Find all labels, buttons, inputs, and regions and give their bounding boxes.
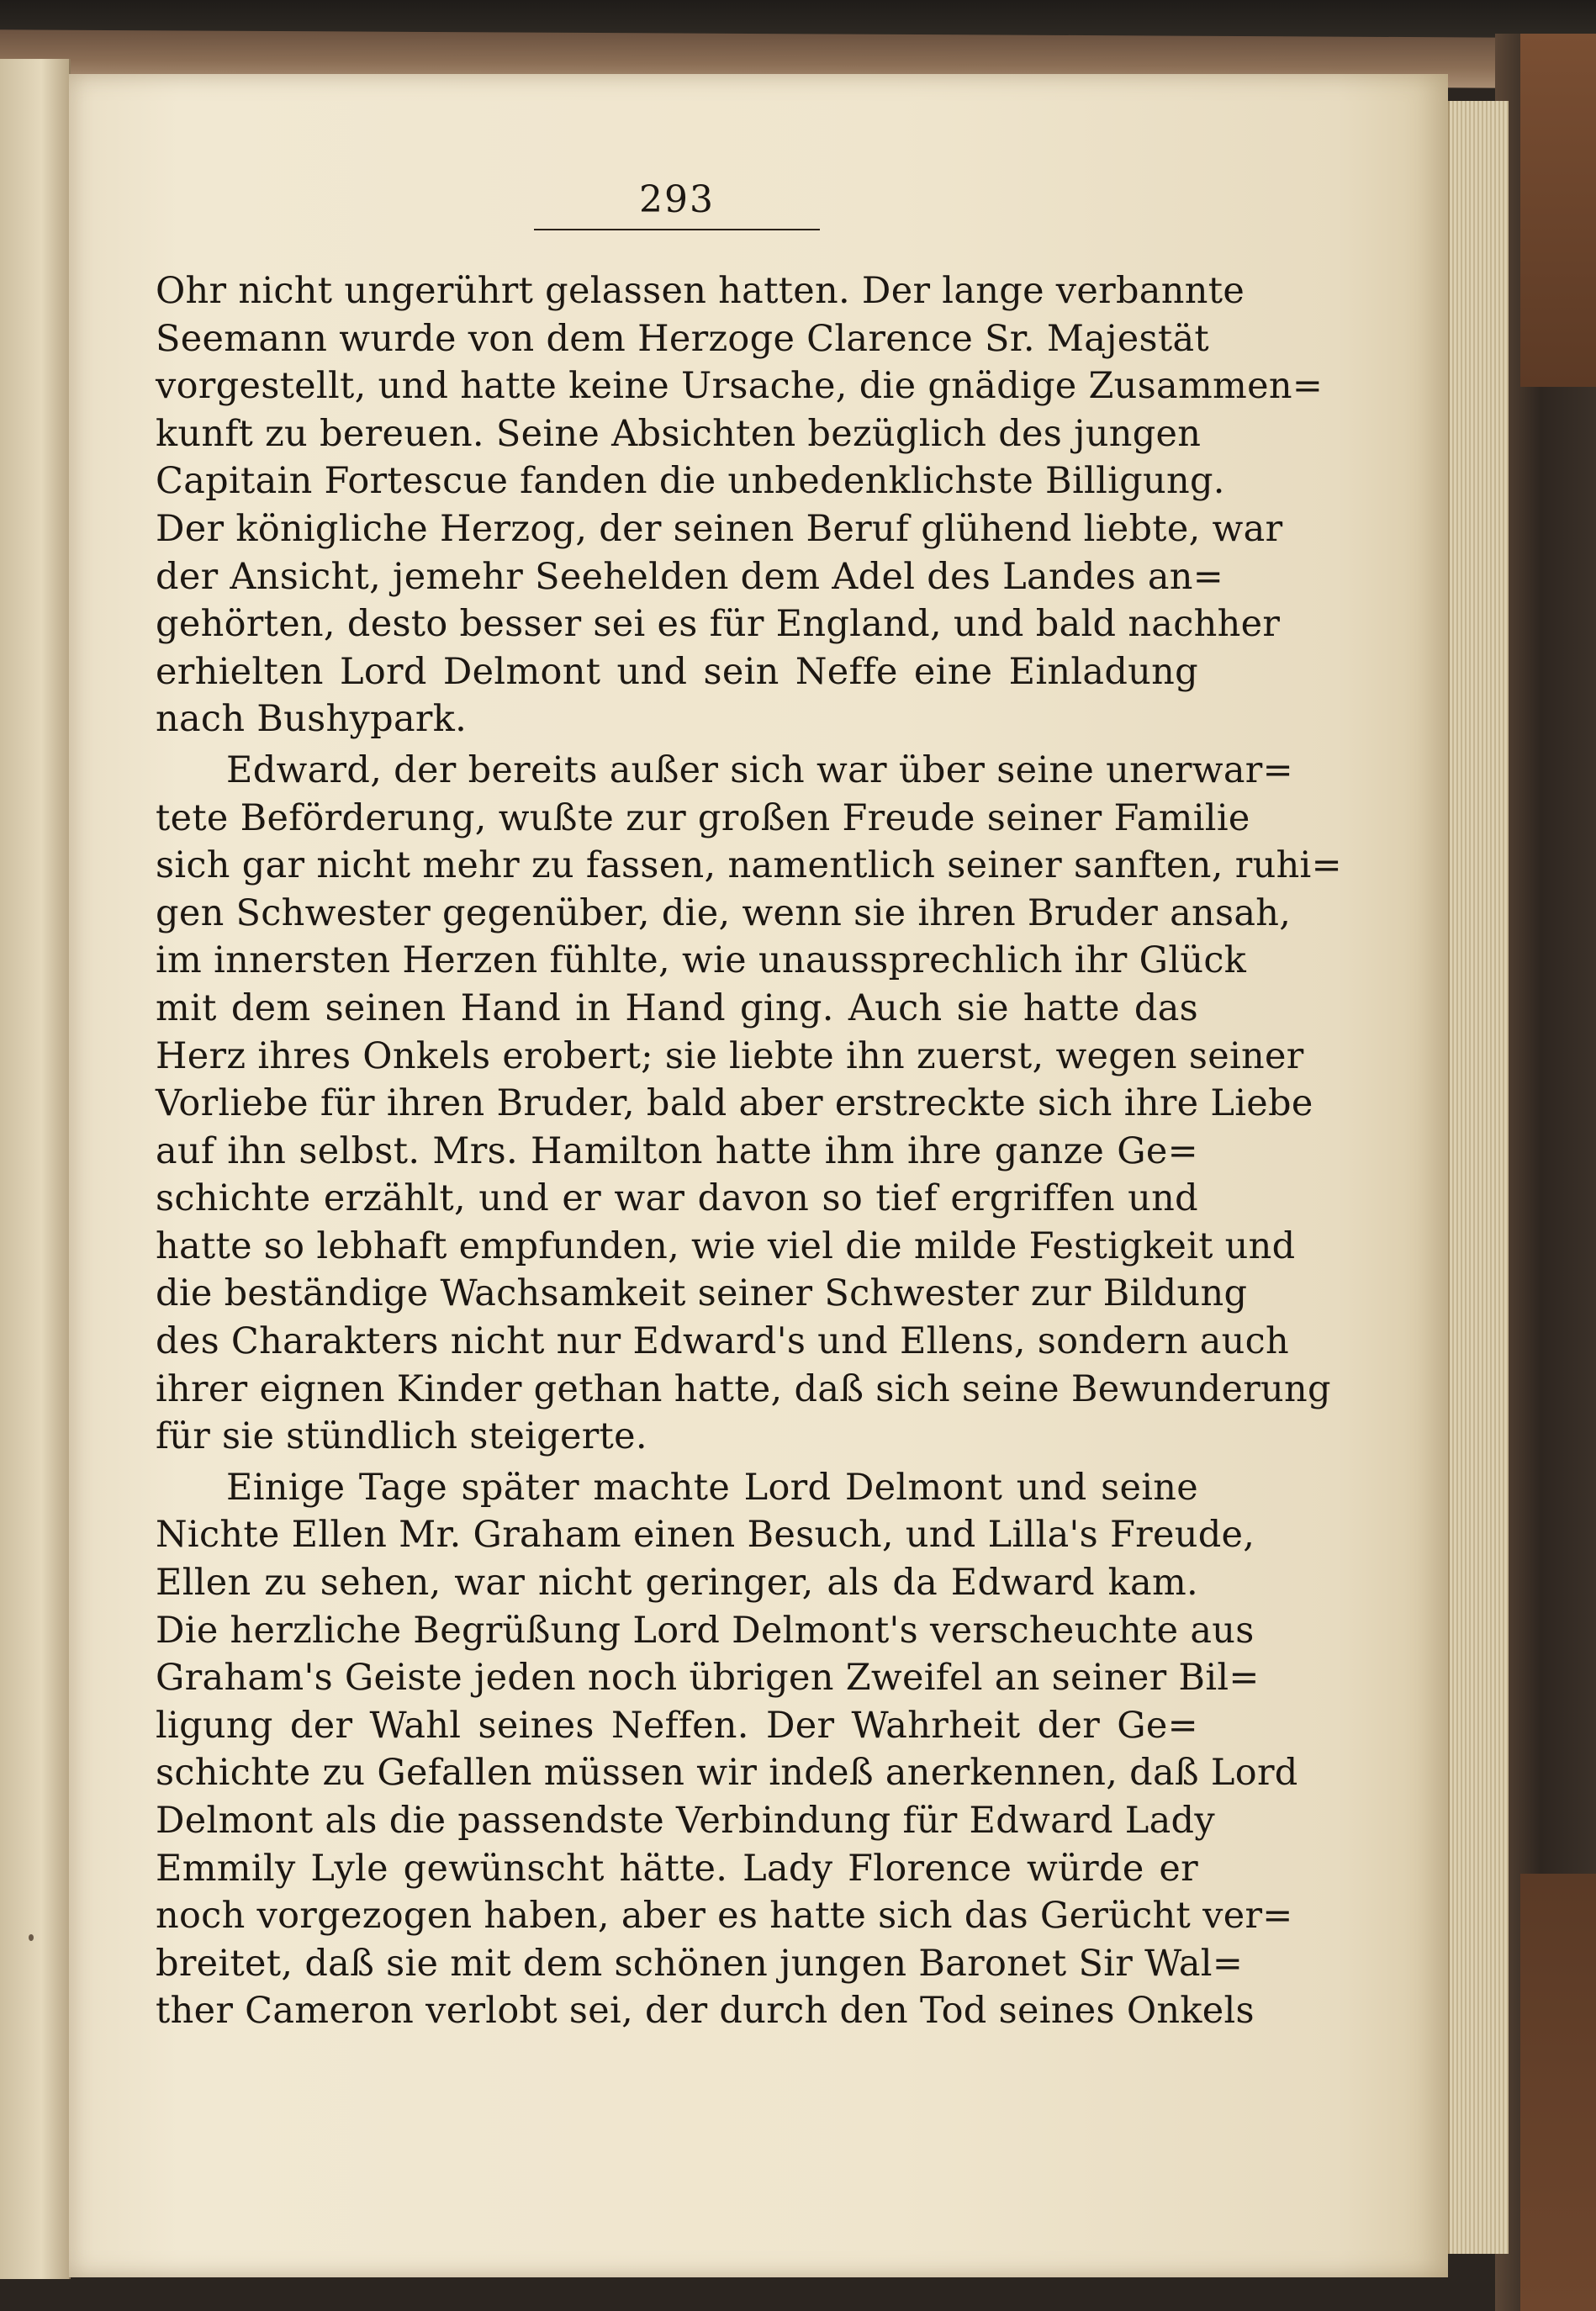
binding-leather-bottom xyxy=(1520,1874,1596,2311)
paper-speck xyxy=(29,1934,34,1941)
text-line: mit dem seinen Hand in Hand ging. Auch sie hatte das xyxy=(156,986,1198,1029)
text-line: noch vorgezogen haben, aber es hatte sich das Gerücht ver= xyxy=(156,1895,1293,1938)
text-line: Graham's Geiste jeden noch übrigen Zweifel an seiner Bil= xyxy=(156,1657,1260,1700)
text-line: schichte zu Gefallen müssen wir indeß anerkennen, daß Lord xyxy=(156,1752,1298,1795)
text-line: nach Bushypark. xyxy=(156,698,468,741)
text-line: gehörten, desto besser sei es für England, und bald nachher xyxy=(156,603,1281,646)
text-line: der Ansicht, jemehr Seehelden dem Adel des Landes an= xyxy=(156,555,1224,598)
text-line: Die herzliche Begrüßung Lord Delmont's verscheuchte aus xyxy=(156,1609,1255,1652)
text-line: ther Cameron verlobt sei, der durch den Tod seines Onkels xyxy=(156,1990,1255,2033)
previous-page-edge xyxy=(0,59,71,2279)
text-line: vorgestellt, und hatte keine Ursache, die gnädige Zusammen= xyxy=(156,365,1324,408)
text-line: Herz ihres Onkels erobert; sie liebte ihn zuerst, wegen seiner xyxy=(156,1034,1304,1077)
text-line: Einige Tage später machte Lord Delmont und seine xyxy=(226,1466,1198,1509)
page-content xyxy=(156,177,1342,2035)
text-line: kunft zu bereuen. Seine Absichten bezüglich des jungen xyxy=(156,412,1202,455)
text-line: tete Beförderung, wußte zur großen Freude seiner Familie xyxy=(156,796,1250,839)
text-line: Vorliebe für ihren Bruder, bald aber erstreckte sich ihre Liebe xyxy=(156,1082,1313,1125)
text-line: Der königliche Herzog, der seinen Beruf glühend liebte, war xyxy=(156,507,1283,550)
text-line: Emmily Lyle gewünscht hätte. Lady Florence würde er xyxy=(156,1847,1198,1890)
text-line: auf ihn selbst. Mrs. Hamilton hatte ihm ihre ganze Ge= xyxy=(156,1129,1198,1172)
text-line: ligung der Wahl seines Neffen. Der Wahrheit der Ge= xyxy=(156,1704,1198,1747)
text-line: des Charakters nicht nur Edward's und Ellens, sondern auch xyxy=(156,1320,1290,1363)
binding-leather-top xyxy=(1520,34,1596,387)
body-text xyxy=(156,267,1342,2035)
text-line: für sie stündlich steigerte. xyxy=(156,1415,647,1458)
page-stack-edge xyxy=(1448,101,1509,2254)
text-line: Nichte Ellen Mr. Graham einen Besuch, und Lilla's Freude, xyxy=(156,1514,1255,1557)
text-line: Delmont als die passendste Verbindung für Edward Lady xyxy=(156,1800,1215,1842)
text-line: die beständige Wachsamkeit seiner Schwester zur Bildung xyxy=(156,1272,1248,1315)
page-number: 293 xyxy=(534,177,820,230)
text-line: Ellen zu sehen, war nicht geringer, als da Edward kam. xyxy=(156,1562,1198,1605)
text-line: ihrer eignen Kinder gethan hatte, daß sich seine Bewunderung xyxy=(156,1367,1331,1410)
text-line: Capitain Fortescue fanden die unbedenklichste Billigung. xyxy=(156,460,1225,503)
text-line: erhielten Lord Delmont und sein Neffe eine Einladung xyxy=(156,650,1198,693)
text-line: schichte erzählt, und er war davon so tief ergriffen und xyxy=(156,1177,1198,1220)
text-line: Seemann wurde von dem Herzoge Clarence Sr. Majestät xyxy=(156,317,1209,360)
text-line: gen Schwester gegenüber, die, wenn sie ihren Bruder ansah, xyxy=(156,891,1292,934)
text-line: Edward, der bereits außer sich war über seine unerwar= xyxy=(226,748,1293,791)
text-line: hatte so lebhaft empfunden, wie viel die milde Festigkeit und xyxy=(156,1224,1296,1267)
text-line: Ohr nicht ungerührt gelassen hatten. Der lange verbannte xyxy=(156,270,1245,312)
text-line: im innersten Herzen fühlte, wie unaussprechlich ihr Glück xyxy=(156,939,1247,982)
text-line: breitet, daß sie mit dem schönen jungen Baronet Sir Wal= xyxy=(156,1942,1244,1985)
text-line: sich gar nicht mehr zu fassen, namentlich seiner sanften, ruhi= xyxy=(156,844,1342,887)
